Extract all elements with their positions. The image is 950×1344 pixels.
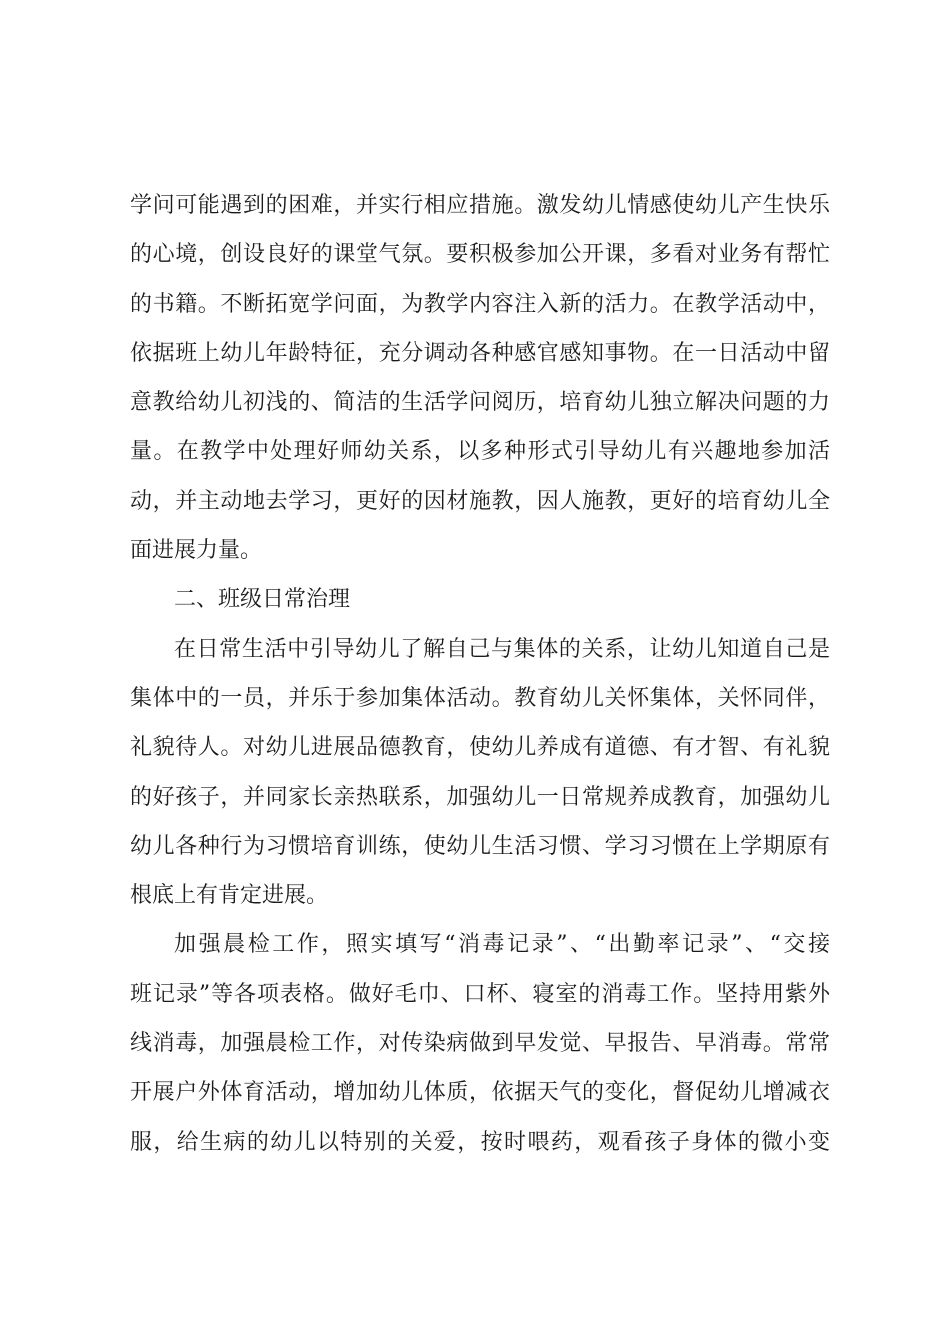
text-line: 量。在教学中处理好师幼关系，以多种形式引导幼儿有兴趣地参加活 — [130, 439, 830, 465]
paragraph-start-line: 加强晨检工作，照实填写“消毒记录”、“出勤率记录”、“交接 — [174, 932, 830, 958]
text-line: 班记录”等各项表格。做好毛巾、口杯、寝室的消毒工作。坚持用紫外 — [130, 981, 830, 1007]
text-line: 的好孩子，并同家长亲热联系，加强幼儿一日常规养成教育，加强幼儿 — [130, 784, 830, 810]
text-line: 开展户外体育活动，增加幼儿体质，依据天气的变化，督促幼儿增减衣 — [130, 1080, 830, 1106]
text-line: 意教给幼儿初浅的、简洁的生活学问阅历，培育幼儿独立解决问题的力 — [130, 390, 830, 416]
body-text — [130, 181, 830, 1167]
text-line: 的心境，创设良好的课堂气氛。要积极参加公开课，多看对业务有帮忙 — [130, 242, 830, 268]
text-line: 的书籍。不断拓宽学问面，为教学内容注入新的活力。在教学活动中， — [130, 291, 830, 317]
paragraph-end-line: 根底上有肯定进展。 — [130, 883, 329, 909]
section-heading: 二、班级日常治理 — [174, 587, 351, 613]
paragraph-start-line: 在日常生活中引导幼儿了解自己与集体的关系，让幼儿知道自己是 — [174, 636, 830, 662]
text-line: 集体中的一员，并乐于参加集体活动。教育幼儿关怀集体，关怀同伴， — [130, 685, 830, 711]
text-line: 依据班上幼儿年龄特征，充分调动各种感官感知事物。在一日活动中留 — [130, 340, 830, 366]
text-line: 礼貌待人。对幼儿进展品德教育，使幼儿养成有道德、有才智、有礼貌 — [130, 735, 830, 761]
text-line: 幼儿各种行为习惯培育训练，使幼儿生活习惯、学习习惯在上学期原有 — [130, 833, 830, 859]
text-line: 学问可能遇到的困难，并实行相应措施。激发幼儿情感使幼儿产生快乐 — [130, 193, 830, 218]
text-line: 服，给生病的幼儿以特别的关爱，按时喂药，观看孩子身体的微小变 — [130, 1129, 830, 1155]
text-line: 线消毒，加强晨检工作，对传染病做到早发觉、早报告、早消毒。常常 — [130, 1031, 830, 1057]
paragraph-end-line: 面进展力量。 — [130, 538, 263, 564]
text-line: 动，并主动地去学习，更好的因材施教，因人施教，更好的培育幼儿全 — [130, 488, 830, 514]
